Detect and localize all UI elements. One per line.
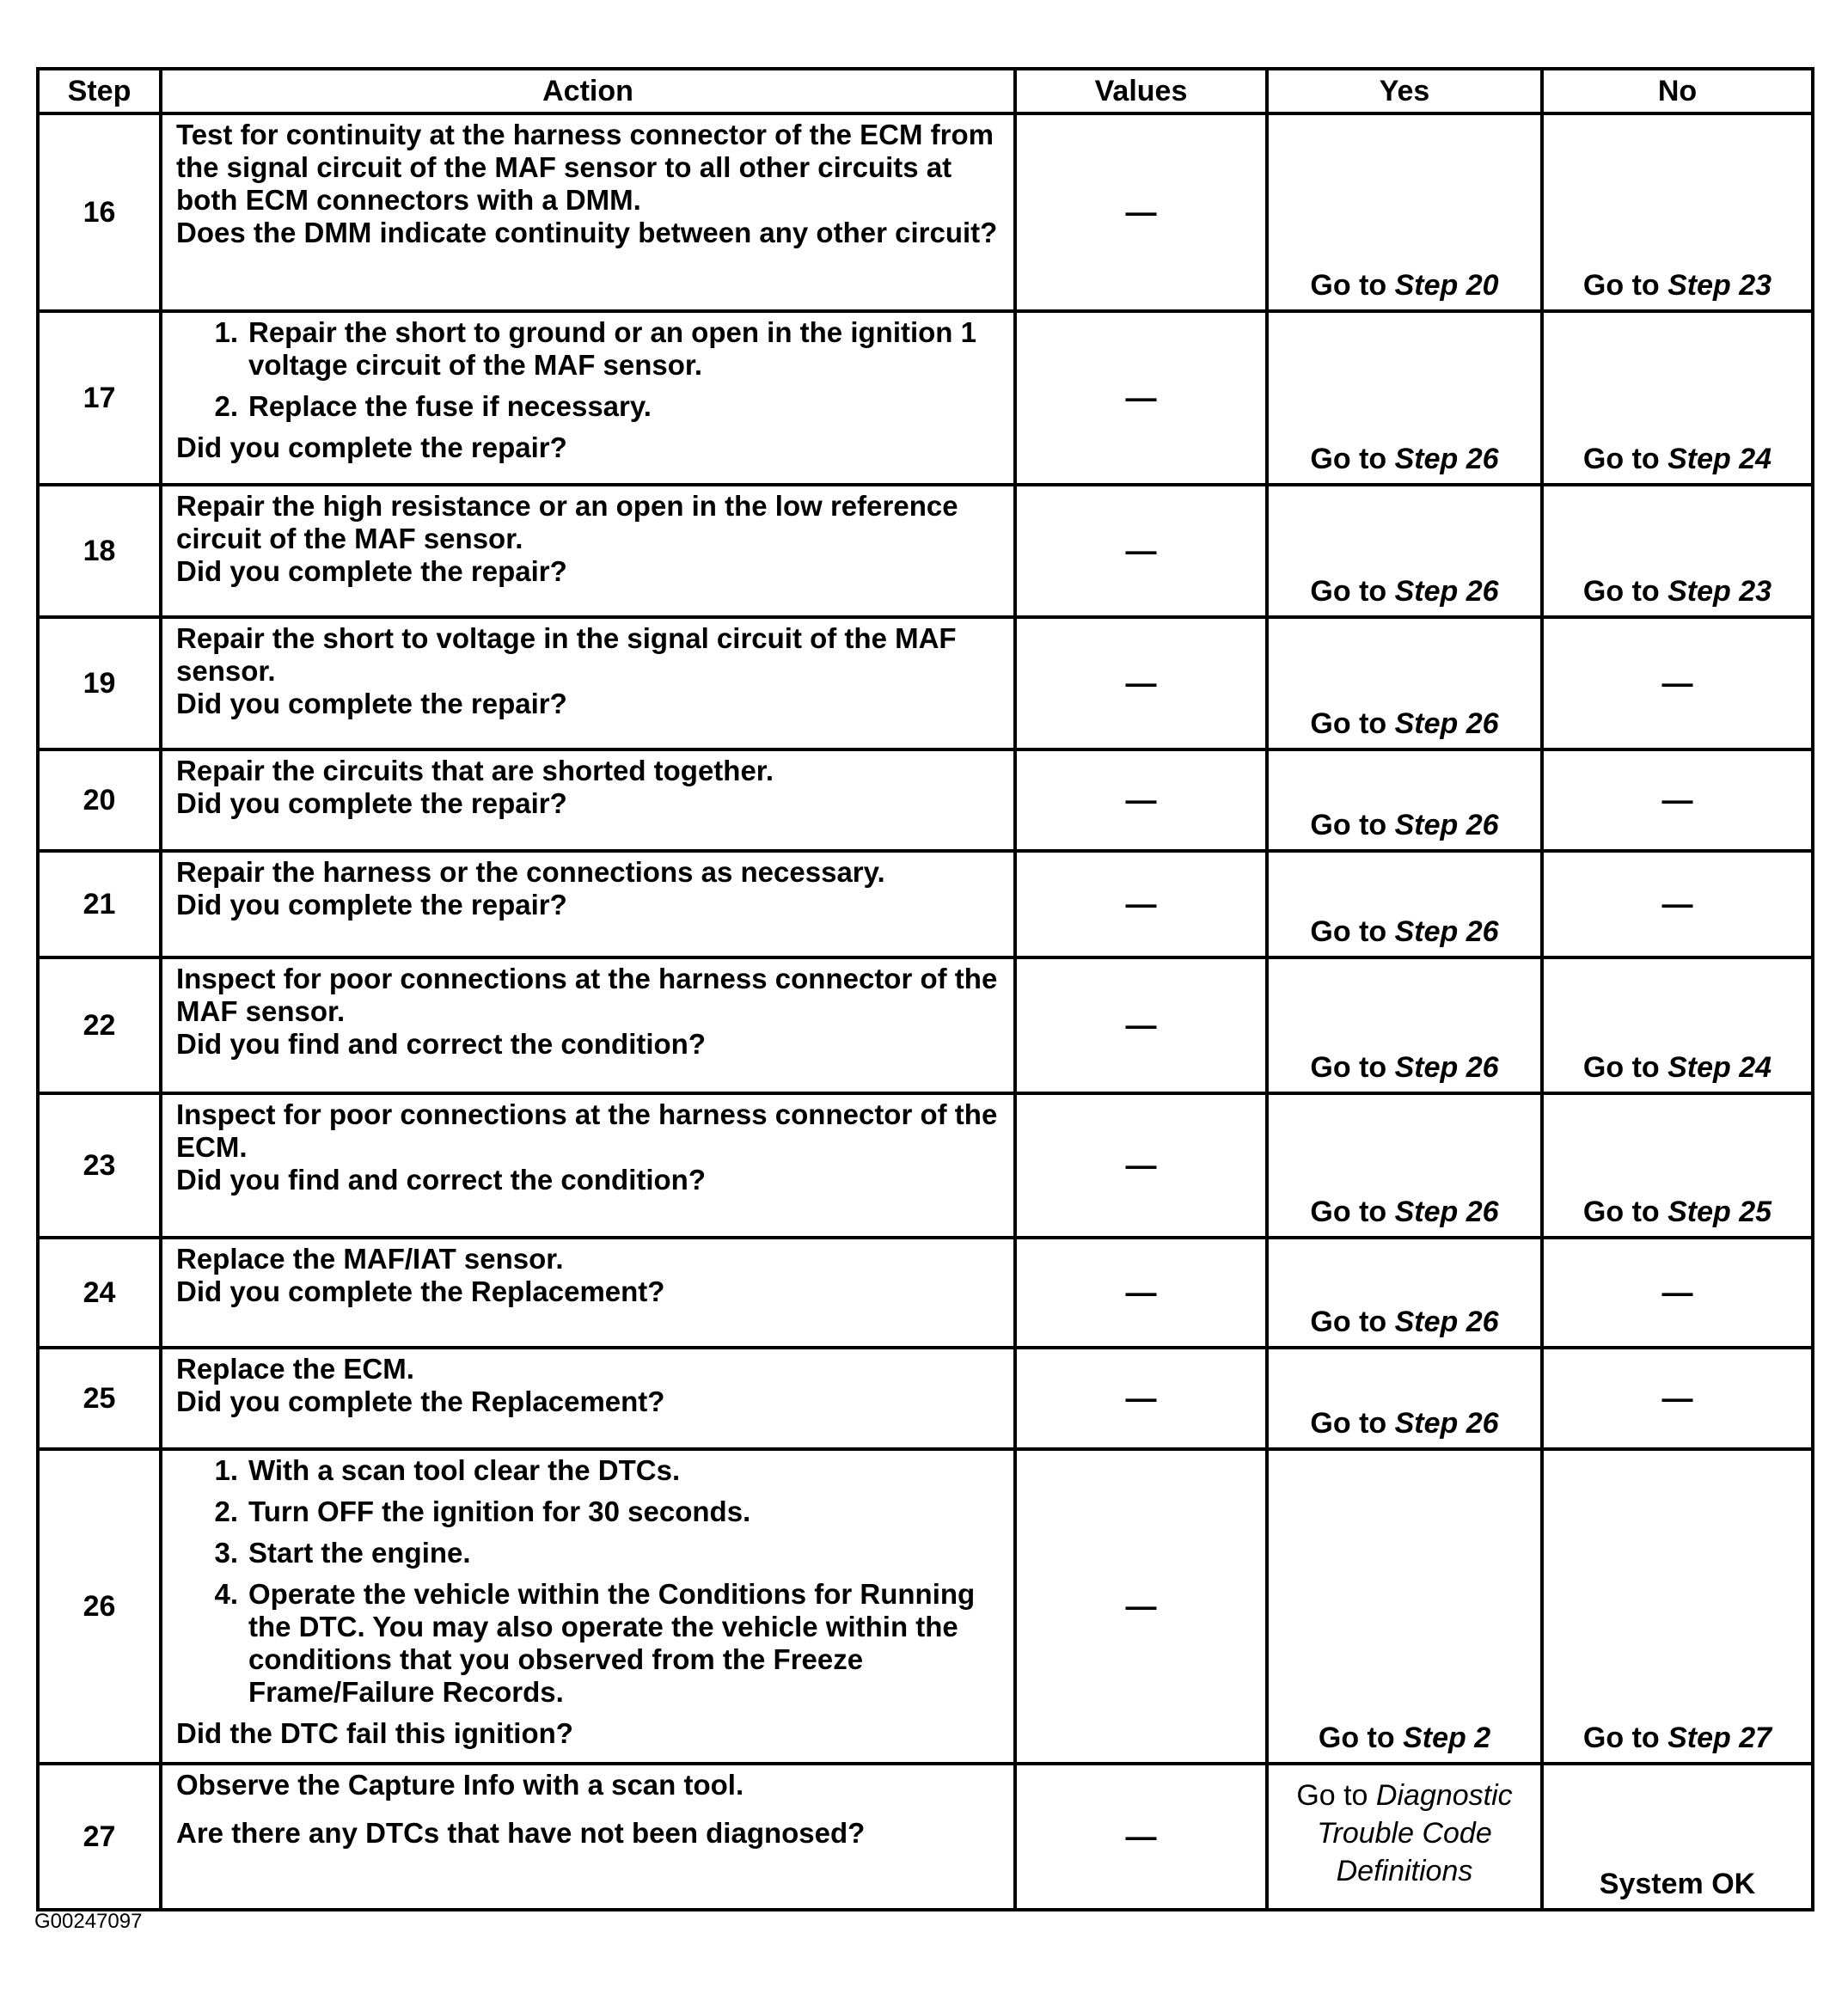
header-no: No — [1542, 69, 1813, 113]
action-text: Repair the harness or the connections as necessary. — [176, 856, 885, 888]
yes-step-link[interactable]: Step 26 — [1394, 443, 1499, 475]
action-cell — [161, 1348, 1015, 1449]
header-action: Action — [161, 69, 1015, 113]
table-row — [38, 311, 1813, 485]
values-cell: — — [1015, 1093, 1267, 1238]
step-number: 16 — [38, 113, 161, 311]
action-cell — [161, 1764, 1015, 1910]
table-row — [38, 113, 1813, 311]
header-step: Step — [38, 69, 161, 113]
values-cell: — — [1015, 851, 1267, 957]
yes-cell — [1267, 749, 1542, 851]
yes-prefix: Go to — [1310, 1196, 1395, 1228]
table-row — [38, 1764, 1813, 1910]
yes-step-link[interactable]: Step 20 — [1394, 269, 1499, 302]
action-question: Did you complete the repair? — [176, 787, 567, 819]
yes-cell — [1267, 113, 1542, 311]
list-item: 4. Operate the vehicle within the Conditions for Running the DTC. You may also operate the vehicle within the conditions that you observed from the Freeze Frame/Failure Records. — [214, 1578, 976, 1708]
yes-step-link[interactable]: Step 26 — [1394, 915, 1499, 948]
no-step-link[interactable]: Step 23 — [1667, 269, 1772, 302]
no-prefix: Go to — [1582, 1196, 1668, 1228]
yes-prefix: Go to — [1296, 1779, 1376, 1812]
action-text: Inspect for poor connections at the harness connector of the MAF sensor. — [176, 963, 998, 1027]
table-row — [38, 1348, 1813, 1449]
step-number: 22 — [38, 957, 161, 1093]
yes-cell — [1267, 1764, 1542, 1910]
no-step-link[interactable]: Step 23 — [1667, 575, 1772, 608]
step-number: 27 — [38, 1764, 161, 1910]
yes-step-link[interactable]: Step 26 — [1394, 1196, 1499, 1228]
table-row — [38, 1093, 1813, 1238]
action-text: Replace the ECM. — [176, 1353, 414, 1385]
no-prefix: Go to — [1582, 1722, 1668, 1754]
table-row — [38, 1449, 1813, 1764]
action-question: Did you complete the repair? — [176, 688, 567, 719]
action-cell — [161, 1449, 1015, 1764]
step-number: 25 — [38, 1348, 161, 1449]
yes-prefix: Go to — [1310, 915, 1395, 948]
action-cell — [161, 617, 1015, 749]
table-row — [38, 1238, 1813, 1348]
yes-prefix: Go to — [1318, 1722, 1404, 1754]
yes-cell — [1267, 311, 1542, 485]
values-cell: — — [1015, 957, 1267, 1093]
step-number: 19 — [38, 617, 161, 749]
table-row — [38, 957, 1813, 1093]
action-text: Repair the short to voltage in the signal circuit of the MAF sensor. — [176, 622, 957, 687]
list-item: 2. Turn OFF the ignition for 30 seconds. — [214, 1496, 751, 1527]
yes-step-link[interactable]: Step 26 — [1394, 1051, 1499, 1084]
yes-cell — [1267, 1238, 1542, 1348]
action-cell — [161, 485, 1015, 617]
no-step-link[interactable]: Step 27 — [1667, 1722, 1772, 1754]
no-cell — [1542, 311, 1813, 485]
action-question: Did the DTC fail this ignition? — [176, 1717, 573, 1749]
no-cell — [1542, 1093, 1813, 1238]
action-question: Did you find and correct the condition? — [176, 1164, 706, 1196]
action-text: Inspect for poor connections at the harness connector of the ECM. — [176, 1098, 998, 1163]
table-row — [38, 617, 1813, 749]
step-number: 26 — [38, 1449, 161, 1764]
table-row — [38, 851, 1813, 957]
no-prefix: Go to — [1582, 575, 1668, 608]
action-text: Replace the MAF/IAT sensor. — [176, 1243, 564, 1275]
list-item: 1. With a scan tool clear the DTCs. — [214, 1454, 681, 1486]
header-row — [38, 69, 1813, 113]
yes-step-link[interactable]: Step 26 — [1394, 809, 1499, 841]
yes-prefix: Go to — [1310, 1306, 1395, 1338]
values-cell: — — [1015, 1764, 1267, 1910]
no-cell: System OK — [1542, 1764, 1813, 1910]
figure-id: G00247097 — [34, 1910, 143, 1933]
action-cell — [161, 749, 1015, 851]
action-question: Did you complete the Replacement? — [176, 1385, 665, 1417]
yes-prefix: Go to — [1310, 575, 1395, 608]
no-cell: — — [1542, 617, 1813, 749]
action-cell — [161, 1238, 1015, 1348]
values-cell: — — [1015, 749, 1267, 851]
values-cell: — — [1015, 485, 1267, 617]
no-cell — [1542, 113, 1813, 311]
action-question: Are there any DTCs that have not been diagnosed? — [176, 1817, 866, 1849]
no-cell: — — [1542, 851, 1813, 957]
yes-step-link[interactable]: Step 26 — [1394, 1306, 1499, 1338]
step-number: 18 — [38, 485, 161, 617]
action-text: Repair the high resistance or an open in the low reference circuit of the MAF sensor. — [176, 490, 958, 554]
no-cell: — — [1542, 749, 1813, 851]
no-step-link[interactable]: Step 24 — [1667, 1051, 1772, 1084]
table-row — [38, 749, 1813, 851]
diagnostic-table — [36, 67, 1814, 1911]
values-cell: — — [1015, 311, 1267, 485]
no-prefix: Go to — [1582, 269, 1668, 302]
action-cell — [161, 311, 1015, 485]
list-item: 1. Repair the short to ground or an open in the ignition 1 voltage circuit of the MAF sensor. — [214, 316, 976, 381]
yes-step-link[interactable]: Step 2 — [1403, 1722, 1491, 1754]
step-number: 23 — [38, 1093, 161, 1238]
yes-prefix: Go to — [1310, 443, 1395, 475]
action-question: Did you complete the Replacement? — [176, 1275, 665, 1307]
action-question: Did you find and correct the condition? — [176, 1028, 706, 1060]
table-row — [38, 485, 1813, 617]
no-cell — [1542, 1449, 1813, 1764]
step-number: 21 — [38, 851, 161, 957]
yes-prefix: Go to — [1310, 1051, 1395, 1084]
values-cell: — — [1015, 1238, 1267, 1348]
list-item: 2. Replace the fuse if necessary. — [214, 390, 652, 422]
yes-prefix: Go to — [1310, 269, 1395, 302]
action-question: Did you complete the repair? — [176, 889, 567, 921]
dtc-definitions-link[interactable]: Diagnostic Trouble Code Definitions — [1317, 1779, 1513, 1887]
no-step-link[interactable]: Step 25 — [1667, 1196, 1772, 1228]
yes-prefix: Go to — [1310, 809, 1395, 841]
action-list — [176, 1454, 1001, 1717]
list-item: 3. Start the engine. — [214, 1537, 471, 1569]
step-number: 24 — [38, 1238, 161, 1348]
no-cell — [1542, 485, 1813, 617]
yes-step-link[interactable]: Step 26 — [1394, 707, 1499, 740]
action-text: Observe the Capture Info with a scan tool. — [176, 1769, 744, 1801]
header-yes: Yes — [1267, 69, 1542, 113]
yes-cell — [1267, 851, 1542, 957]
yes-cell — [1267, 957, 1542, 1093]
action-question: Did you complete the repair? — [176, 555, 567, 587]
no-cell: — — [1542, 1238, 1813, 1348]
values-cell: — — [1015, 113, 1267, 311]
yes-cell — [1267, 617, 1542, 749]
yes-cell — [1267, 1348, 1542, 1449]
values-cell: — — [1015, 1449, 1267, 1764]
action-text: Test for continuity at the harness connector of the ECM from the signal circuit of the MAF sensor to all other circuits at both ECM connectors with a DMM. — [176, 119, 994, 216]
action-cell — [161, 113, 1015, 311]
yes-step-link[interactable]: Step 26 — [1394, 575, 1499, 608]
yes-cell — [1267, 485, 1542, 617]
no-cell: — — [1542, 1348, 1813, 1449]
no-step-link[interactable]: Step 24 — [1667, 443, 1772, 475]
step-number: 17 — [38, 311, 161, 485]
yes-cell — [1267, 1093, 1542, 1238]
action-cell — [161, 1093, 1015, 1238]
no-prefix: Go to — [1582, 443, 1668, 475]
no-prefix: Go to — [1582, 1051, 1668, 1084]
header-values: Values — [1015, 69, 1267, 113]
action-question: Did you complete the repair? — [176, 431, 567, 463]
no-cell — [1542, 957, 1813, 1093]
values-cell: — — [1015, 1348, 1267, 1449]
action-question: Does the DMM indicate continuity between any other circuit? — [176, 217, 998, 248]
action-cell — [161, 957, 1015, 1093]
yes-step-link[interactable]: Step 26 — [1394, 1407, 1499, 1440]
yes-cell — [1267, 1449, 1542, 1764]
action-text: Repair the circuits that are shorted together. — [176, 755, 774, 786]
action-cell — [161, 851, 1015, 957]
values-cell: — — [1015, 617, 1267, 749]
yes-prefix: Go to — [1310, 1407, 1395, 1440]
step-number: 20 — [38, 749, 161, 851]
action-list — [176, 316, 1001, 431]
yes-prefix: Go to — [1310, 707, 1395, 740]
